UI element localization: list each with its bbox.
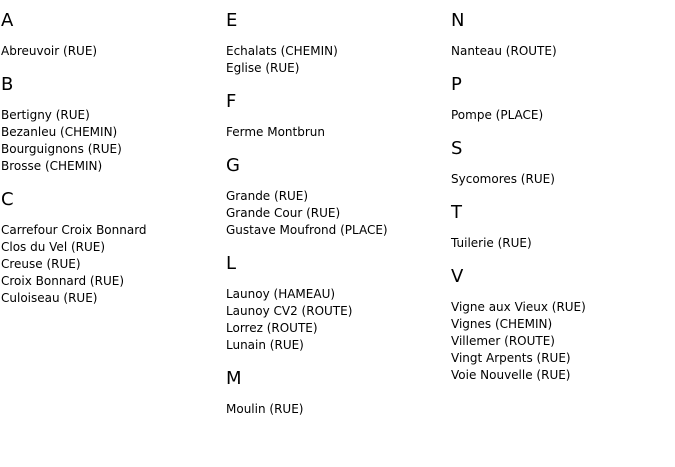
street-link[interactable]: Brosse (CHEMIN) — [1, 159, 103, 173]
index-column — [451, 10, 671, 398]
street-link[interactable]: Nanteau (ROUTE) — [451, 44, 557, 58]
letter-heading: N — [451, 10, 465, 31]
letter-heading: V — [451, 266, 464, 287]
street-link[interactable]: Grande (RUE) — [226, 189, 309, 203]
street-link[interactable]: Creuse (RUE) — [1, 257, 81, 271]
street-link[interactable]: Grande Cour (RUE) — [226, 206, 341, 220]
letter-heading: E — [226, 10, 238, 31]
letter-heading: C — [1, 189, 14, 210]
letter-heading: A — [1, 10, 14, 31]
index-column — [1, 10, 221, 321]
street-link[interactable]: Echalats (CHEMIN) — [226, 44, 338, 58]
street-link[interactable]: Vigne aux Vieux (RUE) — [451, 300, 586, 314]
letter-heading: F — [226, 91, 237, 112]
letter-group — [451, 10, 671, 60]
letter-group — [1, 74, 221, 175]
street-link[interactable]: Villemer (ROUTE) — [451, 334, 555, 348]
street-link[interactable]: Voie Nouvelle (RUE) — [451, 368, 571, 382]
letter-heading: L — [226, 253, 237, 274]
letter-heading: S — [451, 138, 463, 159]
letter-group — [226, 253, 446, 354]
letter-group — [1, 189, 221, 307]
street-link[interactable]: Bourguignons (RUE) — [1, 142, 122, 156]
letter-group — [226, 368, 446, 418]
street-link[interactable]: Ferme Montbrun — [226, 125, 326, 139]
index-column — [226, 10, 446, 432]
street-link[interactable]: Culoiseau (RUE) — [1, 291, 98, 305]
street-link[interactable]: Launoy (HAMEAU) — [226, 287, 336, 301]
letter-heading: T — [451, 202, 462, 223]
letter-group — [1, 10, 221, 60]
street-link[interactable]: Lorrez (ROUTE) — [226, 321, 318, 335]
letter-heading: M — [226, 368, 242, 389]
letter-heading: P — [451, 74, 462, 95]
street-link[interactable]: Bertigny (RUE) — [1, 108, 90, 122]
letter-group — [451, 266, 671, 384]
letter-group — [226, 10, 446, 77]
street-link[interactable]: Vignes (CHEMIN) — [451, 317, 553, 331]
street-link[interactable]: Tuilerie (RUE) — [451, 236, 532, 250]
street-link[interactable]: Gustave Moufrond (PLACE) — [226, 223, 388, 237]
street-link[interactable]: Abreuvoir (RUE) — [1, 44, 98, 58]
letter-group — [451, 74, 671, 124]
letter-group — [451, 138, 671, 188]
street-link[interactable]: Launoy CV2 (ROUTE) — [226, 304, 353, 318]
letter-group — [451, 202, 671, 252]
street-link[interactable]: Eglise (RUE) — [226, 61, 300, 75]
letter-heading: G — [226, 155, 240, 176]
street-link[interactable]: Carrefour Croix Bonnard — [1, 223, 147, 237]
street-link[interactable]: Pompe (PLACE) — [451, 108, 544, 122]
street-link[interactable]: Vingt Arpents (RUE) — [451, 351, 571, 365]
street-link[interactable]: Lunain (RUE) — [226, 338, 304, 352]
street-link[interactable]: Bezanleu (CHEMIN) — [1, 125, 118, 139]
street-link[interactable]: Moulin (RUE) — [226, 402, 304, 416]
street-link[interactable]: Croix Bonnard (RUE) — [1, 274, 124, 288]
letter-group — [226, 91, 446, 141]
letter-group — [226, 155, 446, 239]
letter-heading: B — [1, 74, 14, 95]
street-link[interactable]: Sycomores (RUE) — [451, 172, 555, 186]
street-link[interactable]: Clos du Vel (RUE) — [1, 240, 106, 254]
